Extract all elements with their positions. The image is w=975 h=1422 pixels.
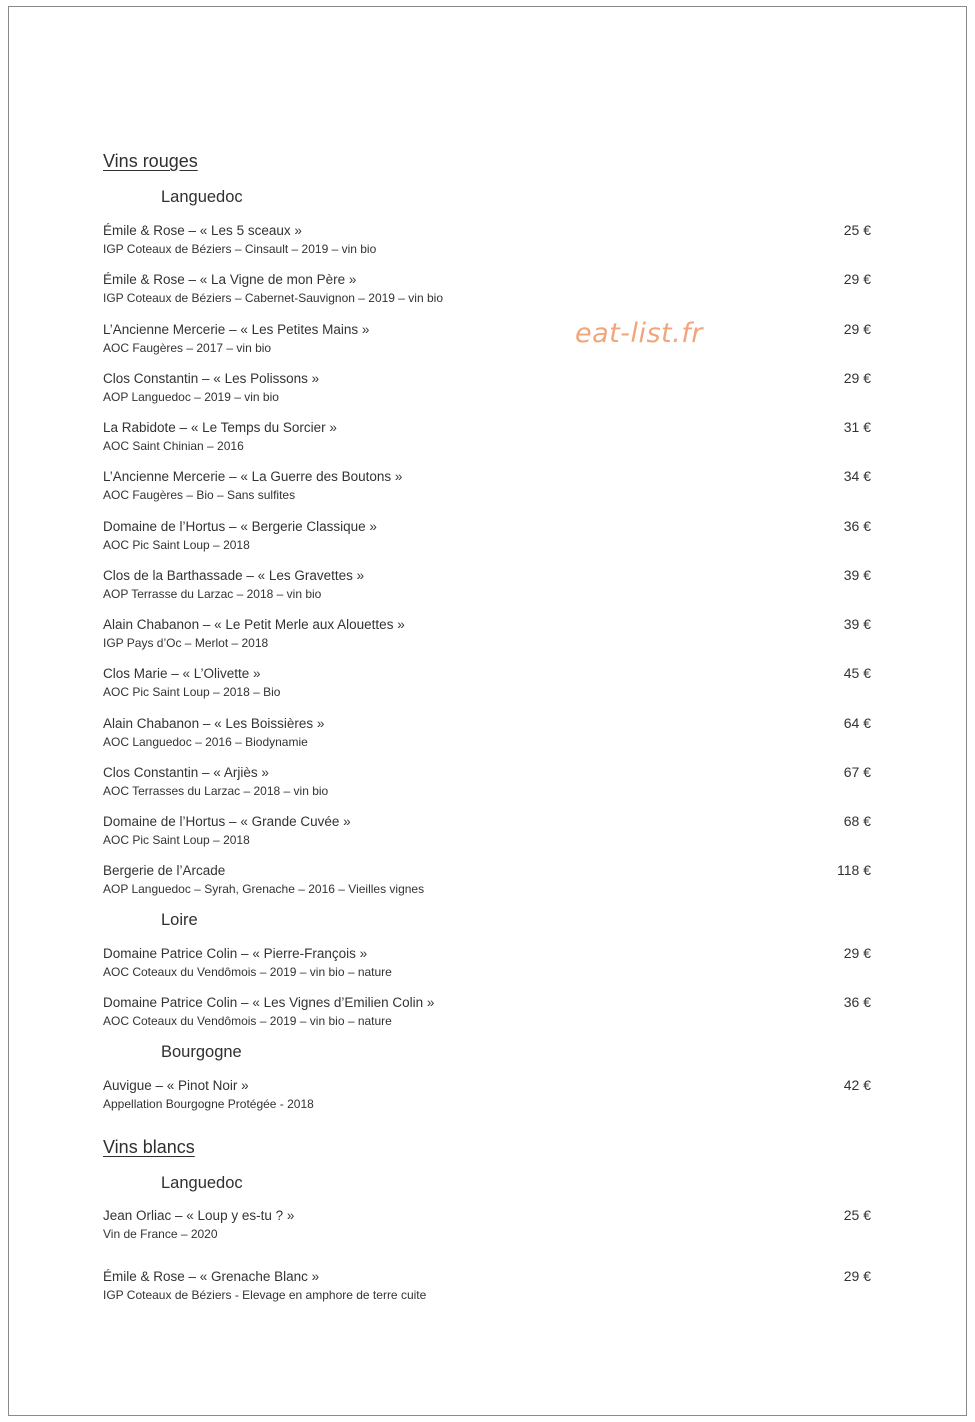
wine-price: 29 €	[843, 271, 871, 287]
wine-price: 31 €	[843, 419, 871, 435]
region-heading-bourgogne: Bourgogne	[161, 1043, 242, 1061]
wine-entry	[103, 615, 871, 653]
wine-name: Clos Constantin – « Les Polissons »	[103, 371, 320, 386]
wine-name: Domaine de l’Hortus – « Grande Cuvée »	[103, 814, 351, 829]
wine-name: Émile & Rose – « Les 5 sceaux »	[103, 223, 302, 238]
wine-name: Clos Marie – « L’Olivette »	[103, 666, 261, 681]
region-heading-languedoc: Languedoc	[161, 1174, 243, 1192]
wine-name: Domaine Patrice Colin – « Les Vignes d’Emilien Colin »	[103, 995, 435, 1010]
wine-detail: AOP Terrasse du Larzac – 2018 – vin bio	[103, 587, 322, 601]
wine-entry	[103, 320, 871, 358]
wine-entry	[103, 270, 871, 308]
wine-name: Jean Orliac – « Loup y es-tu ? »	[103, 1208, 295, 1223]
wine-price: 42 €	[843, 1077, 871, 1093]
wine-entry	[103, 812, 871, 850]
wine-name: Bergerie de l’Arcade	[103, 863, 226, 878]
wine-price: 118 €	[837, 862, 871, 878]
watermark: eat-list.fr	[575, 318, 703, 349]
wine-price: 29 €	[843, 1268, 871, 1284]
wine-detail: AOC Terrasses du Larzac – 2018 – vin bio	[103, 784, 329, 798]
wine-entry	[103, 517, 871, 555]
wine-name: L’Ancienne Mercerie – « Les Petites Mains »	[103, 322, 370, 337]
wine-price: 36 €	[843, 518, 871, 534]
wine-detail: AOP Languedoc – Syrah, Grenache – 2016 – Vieilles vignes	[103, 882, 425, 896]
wine-name: Clos Constantin – « Arjiès »	[103, 765, 269, 780]
page-border	[8, 6, 967, 1416]
wine-entry	[103, 944, 871, 982]
wine-detail: AOC Pic Saint Loup – 2018	[103, 538, 250, 552]
wine-name: Émile & Rose – « La Vigne de mon Père »	[103, 272, 357, 287]
wine-detail: IGP Coteaux de Béziers – Cabernet-Sauvignon – 2019 – vin bio	[103, 291, 443, 305]
wine-name: Alain Chabanon – « Le Petit Merle aux Alouettes »	[103, 617, 405, 632]
region-heading-languedoc: Languedoc	[161, 188, 243, 206]
wine-detail: AOC Faugères – Bio – Sans sulfites	[103, 488, 296, 502]
wine-entry	[103, 664, 871, 702]
wine-price: 39 €	[843, 567, 871, 583]
wine-detail: IGP Coteaux de Béziers – Cinsault – 2019 – vin bio	[103, 242, 377, 256]
wine-price: 68 €	[843, 813, 871, 829]
wine-price: 25 €	[843, 222, 871, 238]
wine-entry	[103, 861, 871, 899]
wine-detail: AOC Faugères – 2017 – vin bio	[103, 341, 272, 355]
wine-entry	[103, 467, 871, 505]
wine-entry	[103, 1206, 871, 1244]
wine-price: 34 €	[843, 468, 871, 484]
wine-price: 36 €	[843, 994, 871, 1010]
wine-entry	[103, 221, 871, 259]
wine-name: Domaine Patrice Colin – « Pierre-François »	[103, 946, 368, 961]
wine-entry	[103, 1267, 871, 1305]
wine-entry	[103, 1076, 871, 1114]
wine-detail: IGP Pays d’Oc – Merlot – 2018	[103, 636, 269, 650]
wine-entry	[103, 763, 871, 801]
wine-entry	[103, 418, 871, 456]
wine-entry	[103, 566, 871, 604]
wine-detail: AOC Coteaux du Vendômois – 2019 – vin bio – nature	[103, 965, 392, 979]
wine-price: 39 €	[843, 616, 871, 632]
wine-detail: AOC Pic Saint Loup – 2018	[103, 833, 250, 847]
wine-name: La Rabidote – « Le Temps du Sorcier »	[103, 420, 337, 435]
wine-detail: AOC Saint Chinian – 2016	[103, 439, 244, 453]
section-title-vins-rouges: Vins rouges	[103, 151, 198, 171]
wine-name: Auvigue – « Pinot Noir »	[103, 1078, 249, 1093]
wine-detail: IGP Coteaux de Béziers - Elevage en amphore de terre cuite	[103, 1288, 427, 1302]
wine-price: 29 €	[843, 370, 871, 386]
wine-detail: AOP Languedoc – 2019 – vin bio	[103, 390, 279, 404]
wine-detail: Vin de France – 2020	[103, 1227, 218, 1241]
wine-price: 64 €	[843, 715, 871, 731]
section-title-vins-blancs: Vins blancs	[103, 1137, 195, 1157]
wine-entry	[103, 369, 871, 407]
wine-price: 45 €	[843, 665, 871, 681]
wine-entry	[103, 993, 871, 1031]
wine-name: L’Ancienne Mercerie – « La Guerre des Boutons »	[103, 469, 403, 484]
wine-price: 29 €	[843, 945, 871, 961]
wine-name: Émile & Rose – « Grenache Blanc »	[103, 1269, 320, 1284]
wine-price: 25 €	[843, 1207, 871, 1223]
wine-detail: AOC Languedoc – 2016 – Biodynamie	[103, 735, 308, 749]
wine-price: 29 €	[843, 321, 871, 337]
region-heading-loire: Loire	[161, 911, 198, 929]
wine-name: Domaine de l’Hortus – « Bergerie Classique »	[103, 519, 377, 534]
wine-detail: AOC Pic Saint Loup – 2018 – Bio	[103, 685, 281, 699]
wine-name: Clos de la Barthassade – « Les Gravettes »	[103, 568, 365, 583]
wine-detail: Appellation Bourgogne Protégée - 2018	[103, 1097, 314, 1111]
wine-price: 67 €	[843, 764, 871, 780]
wine-entry	[103, 714, 871, 752]
wine-detail: AOC Coteaux du Vendômois – 2019 – vin bio – nature	[103, 1014, 392, 1028]
wine-name: Alain Chabanon – « Les Boissières »	[103, 716, 325, 731]
